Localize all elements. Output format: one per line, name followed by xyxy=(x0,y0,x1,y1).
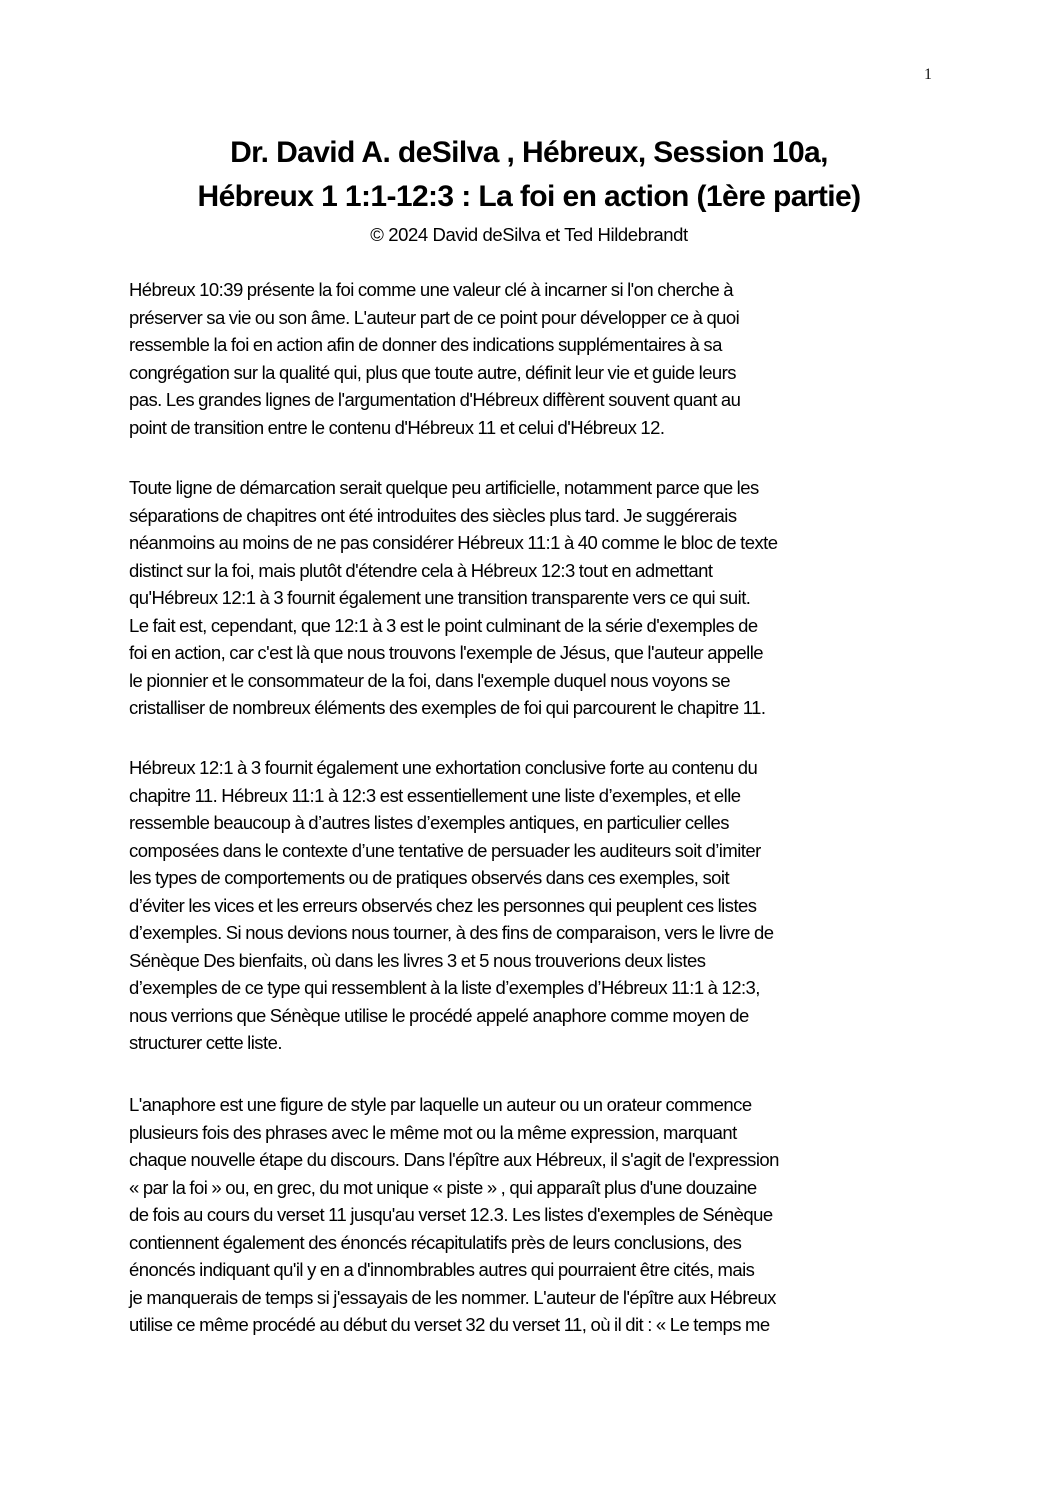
text-line: plusieurs fois des phrases avec le même mot ou la même expression, marquant xyxy=(129,1121,737,1143)
text-line: chapitre 11. Hébreux 11:1 à 12:3 est essentiellement une liste d’exemples, et elle xyxy=(129,784,741,806)
text-line: composées dans le contexte d’une tentative de persuader les auditeurs soit d’imiter xyxy=(129,839,761,861)
text-line: d’éviter les vices et les erreurs observés chez les personnes qui peuplent ces listes xyxy=(129,894,757,916)
text-line: point de transition entre le contenu d'Hébreux 11 et celui d'Hébreux 12. xyxy=(129,416,665,438)
text-line: chaque nouvelle étape du discours. Dans l'épître aux Hébreux, il s'agit de l'expression xyxy=(129,1149,779,1170)
text-line: préserver sa vie ou son âme. L'auteur part de ce point pour développer ce à quoi xyxy=(129,306,740,328)
paragraph-3 xyxy=(129,754,939,1057)
text-line: Le fait est, cependant, que 12:1 à 3 est le point culminant de la série d'exemples de xyxy=(129,614,758,636)
text-line: Toute ligne de démarcation serait quelque peu artificielle, notamment parce que les xyxy=(129,477,759,498)
text-line: les types de comportements ou de pratiques observés dans ces exemples, soit xyxy=(129,867,730,888)
paragraph-4 xyxy=(129,1091,939,1339)
text-line: structurer cette liste. xyxy=(129,1032,282,1053)
text-line: pas. Les grandes lignes de l'argumentation d'Hébreux diffèrent souvent quant au xyxy=(129,389,741,410)
text-line: distinct sur la foi, mais plutôt d'étendre cela à Hébreux 12:3 tout en admettant xyxy=(129,559,713,581)
text-line: séparations de chapitres ont été introduites des siècles plus tard. Je suggérerais xyxy=(129,504,737,526)
text-line: cristalliser de nombreux éléments des exemples de foi qui parcourent le chapitre 11. xyxy=(129,697,766,718)
copyright-notice: © 2024 David deSilva et Ted Hildebrandt xyxy=(370,224,688,245)
text-line: d’exemples. Si nous devions nous tourner, à des fins de comparaison, vers le livre de xyxy=(129,922,774,943)
text-line: contiennent également des énoncés récapitulatifs près de leurs conclusions, des xyxy=(129,1231,742,1253)
text-line: d’exemples de ce type qui ressemblent à la liste d’exemples d’Hébreux 11:1 à 12:3, xyxy=(129,977,760,998)
text-line: je manquerais de temps si j'essayais de les nommer. L'auteur de l'épître aux Hébreux xyxy=(129,1286,776,1308)
text-line: foi en action, car c'est là que nous trouvons l'exemple de Jésus, que l'auteur appelle xyxy=(129,642,764,663)
document-title-line-2: Hébreux 1 1:1-12:3 : La foi en action (1ère partie) xyxy=(197,180,861,213)
text-line: L'anaphore est une figure de style par laquelle un auteur ou un orateur commence xyxy=(129,1094,752,1115)
text-line: Hébreux 12:1 à 3 fournit également une exhortation conclusive forte au contenu du xyxy=(129,757,758,778)
document-title-line-1: Dr. David A. deSilva , Hébreux, Session 10a, xyxy=(230,136,828,169)
text-line: « par la foi » ou, en grec, du mot unique « piste » , qui apparaît plus d'une douzaine xyxy=(129,1176,757,1198)
text-line: congrégation sur la qualité qui, plus que toute autre, définit leur vie et guide leurs xyxy=(129,361,736,383)
paragraph-1 xyxy=(129,276,939,441)
text-line: de fois au cours du verset 11 jusqu'au verset 12.3. Les listes d'exemples de Sénèque xyxy=(129,1204,773,1225)
text-line: Sénèque Des bienfaits, où dans les livres 3 et 5 nous trouverions deux listes xyxy=(129,949,706,971)
text-line: Hébreux 10:39 présente la foi comme une valeur clé à incarner si l'on cherche à xyxy=(129,279,734,300)
text-line: utilise ce même procédé au début du verset 32 du verset 11, où il dit : « Le temps me xyxy=(129,1314,770,1335)
text-line: néanmoins au moins de ne pas considérer Hébreux 11:1 à 40 comme le bloc de texte xyxy=(129,532,778,553)
text-line: le pionnier et le consommateur de la foi, dans l'exemple duquel nous voyons se xyxy=(129,669,730,691)
text-line: ressemble beaucoup à d’autres listes d’exemples antiques, en particulier celles xyxy=(129,812,729,833)
page-number: 1 xyxy=(924,66,932,83)
text-line: nous verrions que Sénèque utilise le procédé appelé anaphore comme moyen de xyxy=(129,1004,749,1026)
text-line: énoncés indiquant qu'il y en a d'innombrables autres qui pourraient être cités, mais xyxy=(129,1259,755,1280)
text-line: ressemble la foi en action afin de donner des indications supplémentaires à sa xyxy=(129,334,722,355)
text-line: qu'Hébreux 12:1 à 3 fournit également une transition transparente vers ce qui suit. xyxy=(129,587,751,608)
paragraph-2 xyxy=(129,474,939,722)
